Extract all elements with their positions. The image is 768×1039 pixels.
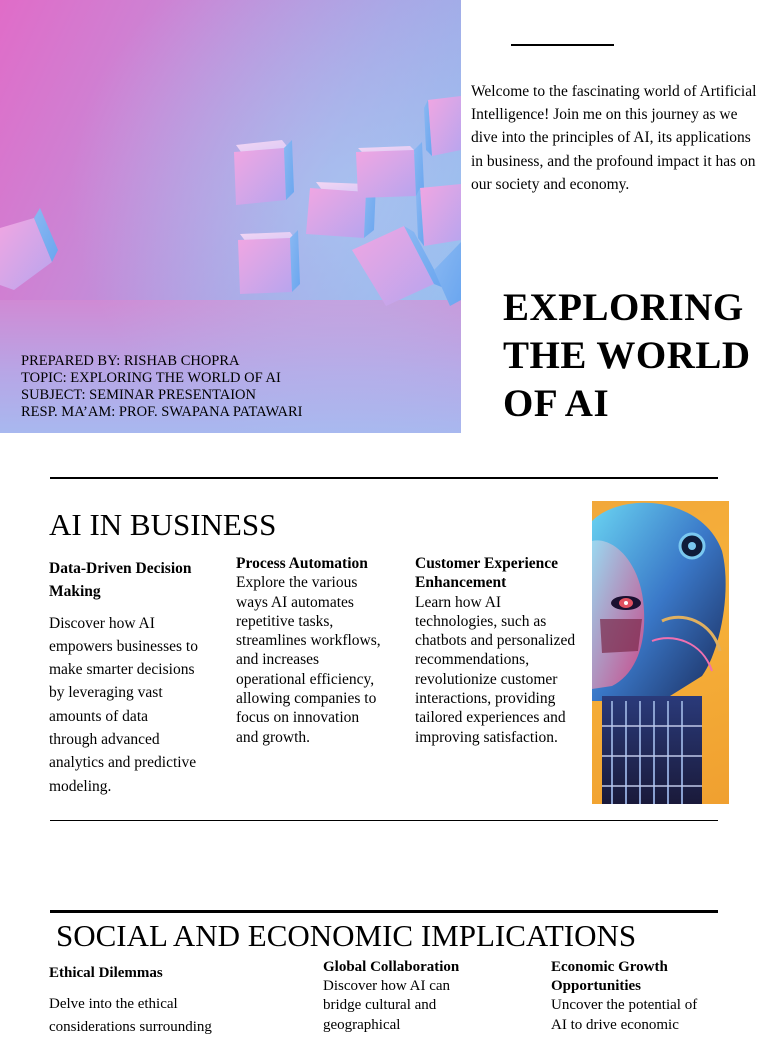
- title-line-1: EXPLORING: [503, 286, 744, 329]
- top-divider: [511, 44, 614, 46]
- section-divider-middle: [50, 820, 718, 821]
- prepared-by-block: [21, 353, 451, 421]
- column-title: Data-Driven Decision Making: [49, 560, 192, 601]
- column-body: Delve into the ethical considerations surrounding: [49, 996, 212, 1035]
- resp-maam-line: RESP. MA’AM: PROF. SWAPANA PATAWARI: [21, 404, 303, 420]
- column-body: Explore the various ways AI automates repetitive tasks, streamlines workflows, and increases operational efficiency, allowing companies to focus on innovation and growth.: [236, 574, 381, 746]
- section-divider-top: [50, 477, 718, 479]
- intro-paragraph: Welcome to the fascinating world of Artificial Intelligence! Join me on this journey as we dive into the principles of AI, its applications in business, and the profound impact it has on our society and economy.: [471, 83, 757, 193]
- prepared-by-line: PREPARED BY: RISHAB CHOPRA: [21, 353, 240, 369]
- column-title: Economic Growth Opportunities: [551, 959, 668, 995]
- column-body: Learn how AI technologies, such as chatbots and personalized recommendations, revolutionize customer interactions, providing tailored experiences and improving satisfaction.: [415, 593, 576, 746]
- social-heading: SOCIAL AND ECONOMIC IMPLICATIONS: [56, 918, 637, 953]
- column-body: Discover how AI empowers businesses to make smarter decisions by leveraging vast amounts of data through advanced analytics and predictive modeling.: [49, 614, 198, 795]
- section-divider-bottom: [50, 910, 718, 913]
- social-column-2: [323, 958, 463, 1035]
- business-column-1: [49, 557, 199, 798]
- column-title: Ethical Dilemmas: [49, 965, 163, 981]
- business-heading: AI IN BUSINESS: [49, 507, 277, 542]
- business-column-2: [236, 554, 384, 747]
- ai-robot-image: [592, 501, 729, 804]
- column-body: Uncover the potential of AI to drive economic: [551, 997, 698, 1033]
- social-column-1: [49, 962, 224, 1039]
- title-line-2: THE WORLD: [503, 334, 751, 377]
- subject-line: SUBJECT: SEMINAR PRESENTAION: [21, 387, 256, 403]
- business-column-3: [415, 554, 580, 747]
- column-title: Customer Experience Enhancement: [415, 555, 559, 592]
- column-body: Discover how AI can bridge cultural and geographical: [323, 978, 451, 1033]
- robot-head-illustration: [592, 501, 729, 804]
- column-title: Process Automation: [236, 555, 368, 572]
- page-title: [503, 284, 763, 428]
- title-line-3: OF AI: [503, 382, 610, 425]
- social-column-3: [551, 958, 711, 1035]
- column-title: Global Collaboration: [323, 959, 460, 975]
- topic-line: TOPIC: EXPLORING THE WORLD OF AI: [21, 370, 281, 386]
